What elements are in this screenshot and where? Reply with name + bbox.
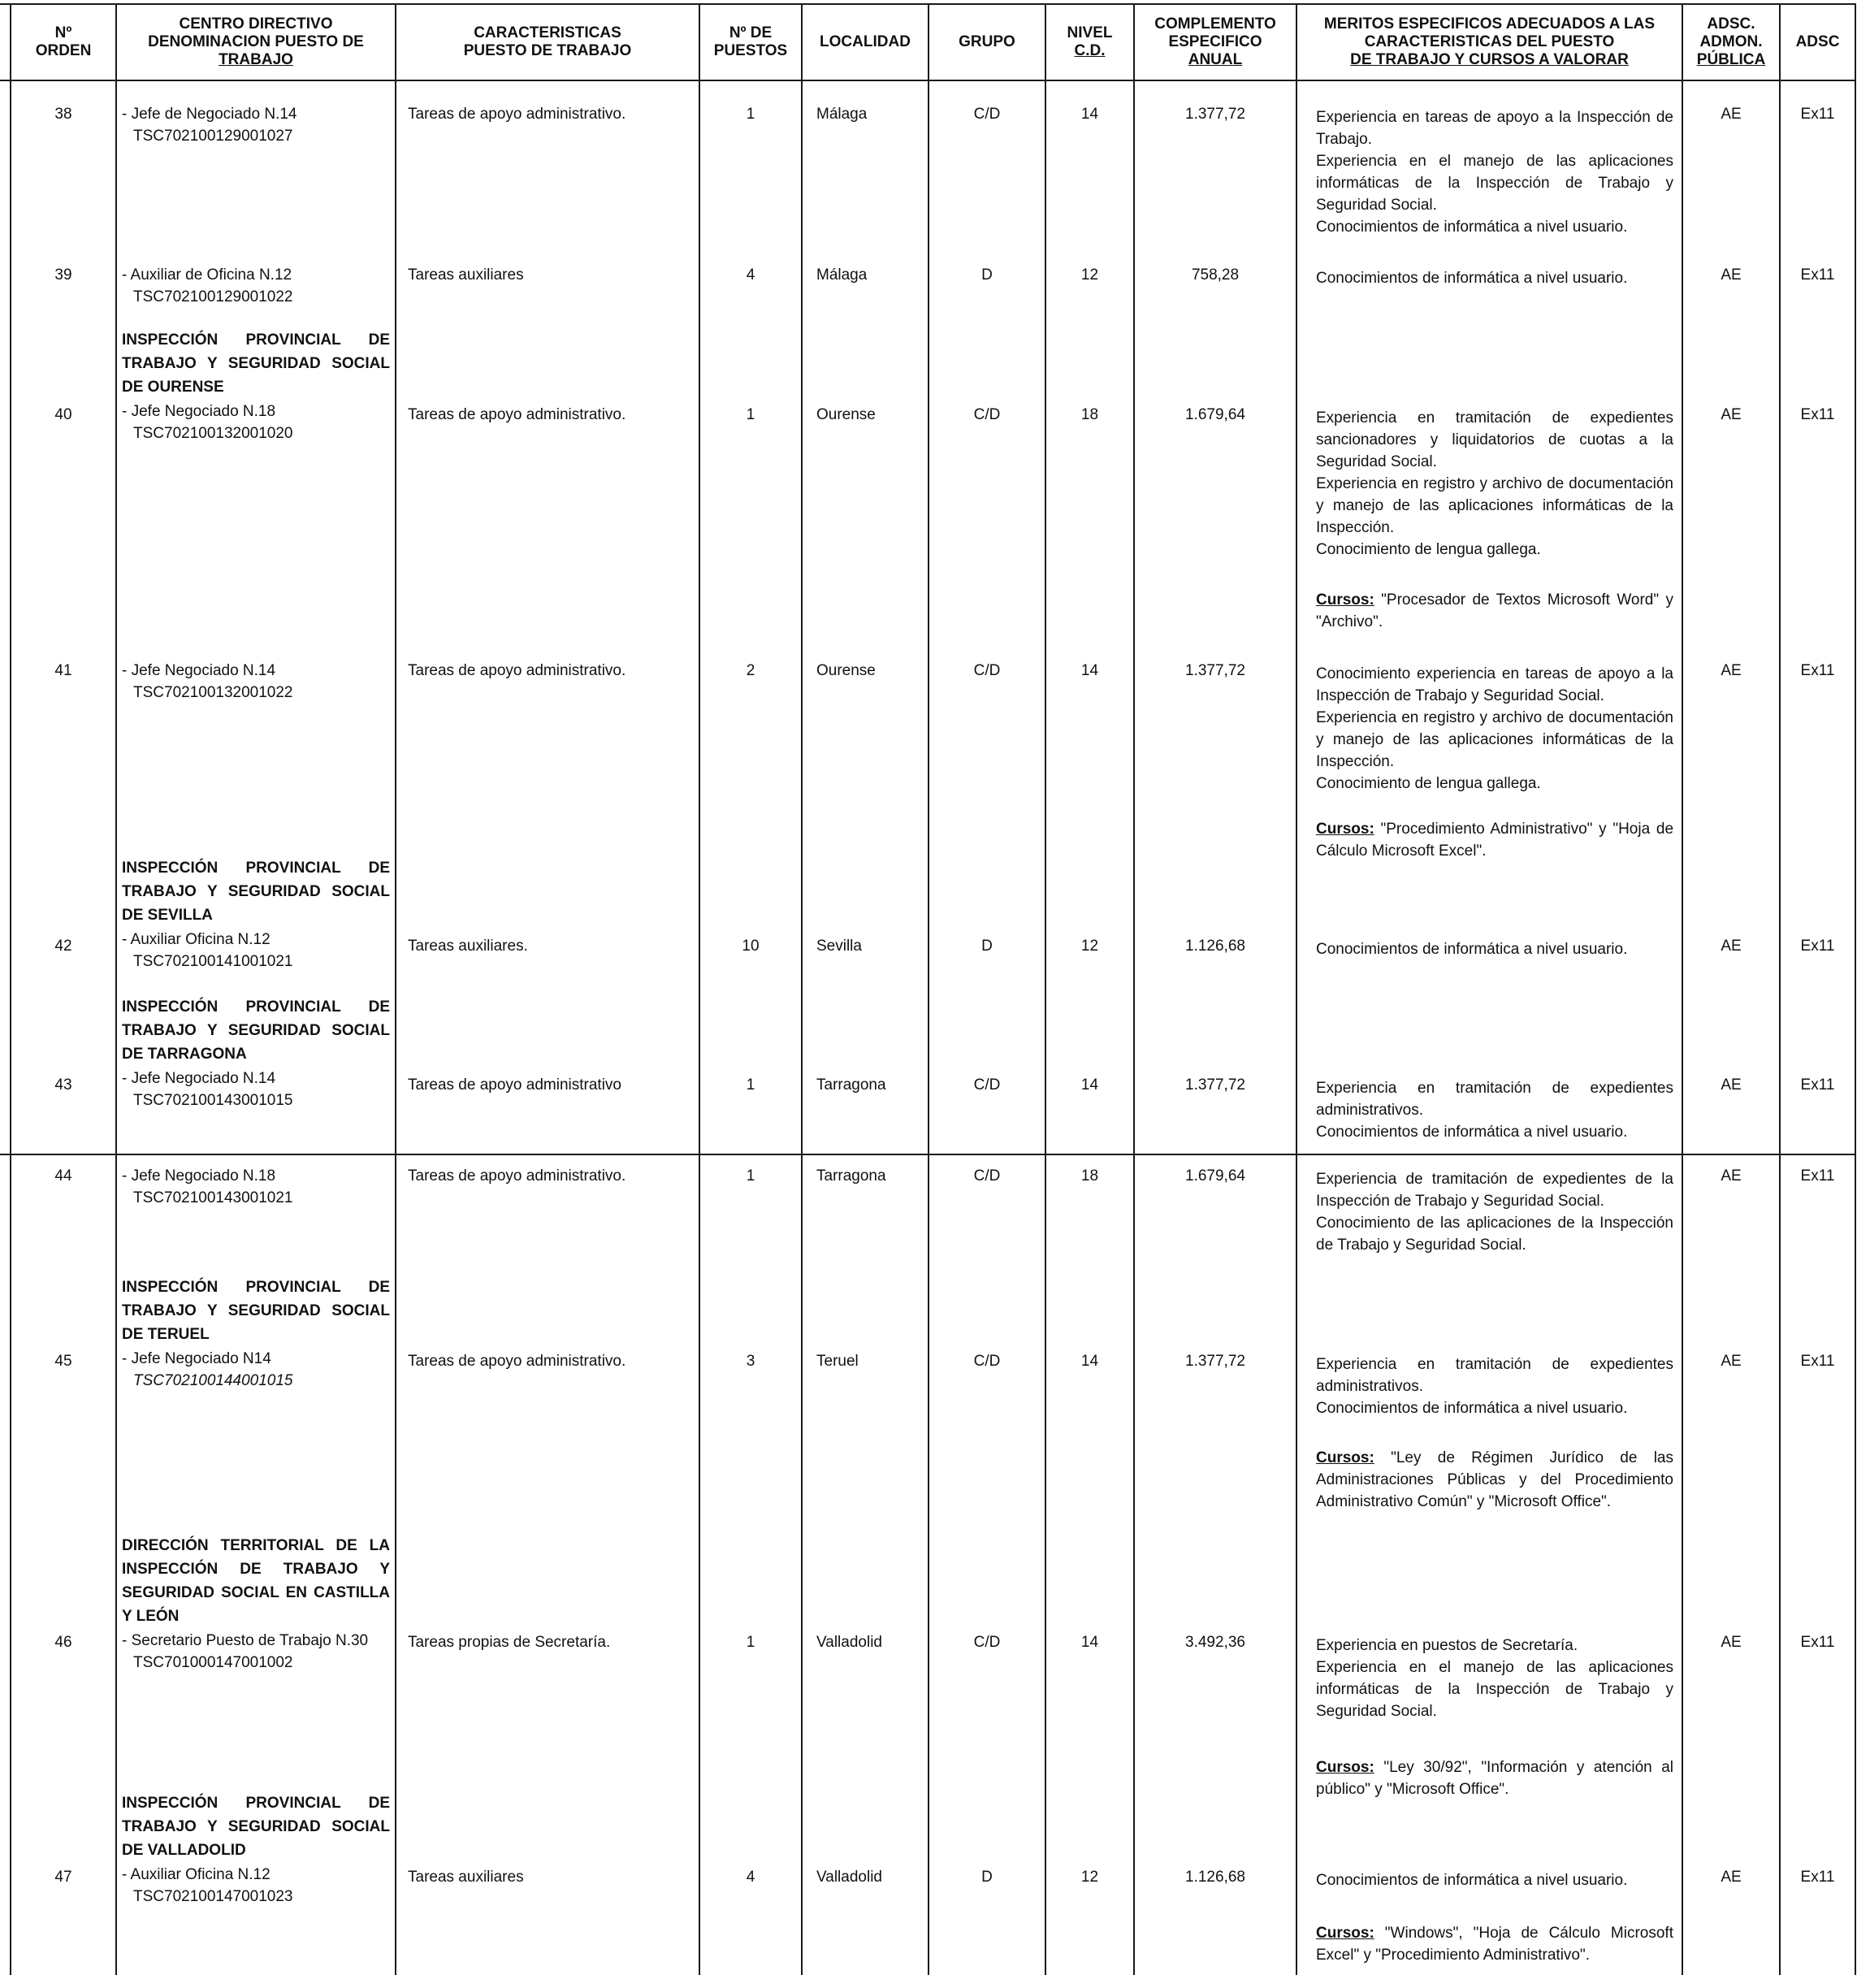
- cell-puestos: 3: [746, 1353, 755, 1370]
- header-centro-line2: DENOMINACION PUESTO DE: [148, 33, 364, 50]
- cursos-paragraph: [1316, 1922, 1673, 1966]
- header-localidad-text: LOCALIDAD: [820, 33, 911, 50]
- puesto-code: TSC702100144001015: [133, 1372, 293, 1389]
- table-border-right: [1855, 5, 1856, 1975]
- cell-adsc-admon: AE: [1721, 1634, 1742, 1651]
- merito-item: Experiencia en puestos de Secretaría.: [1316, 1637, 1578, 1654]
- header-meritos-line3: DE TRABAJO Y CURSOS A VALORAR: [1350, 51, 1629, 68]
- puesto-name: - Jefe Negociado N.14: [122, 1070, 276, 1087]
- cell-meritos: [1316, 1353, 1673, 1419]
- merito-item: Conocimientos de informática a nivel usuario.: [1316, 1872, 1628, 1889]
- table-border-left: [10, 5, 11, 1975]
- cell-adsc: Ex11: [1800, 106, 1835, 123]
- cell-puestos: 2: [746, 662, 755, 679]
- puesto-code: TSC702100143001015: [133, 1092, 293, 1109]
- header-orden: [11, 8, 115, 76]
- puesto-code: TSC702100141001021: [133, 953, 293, 970]
- column-separator: [928, 5, 929, 1975]
- cell-puestos: 4: [746, 1869, 755, 1886]
- cell-orden: 47: [54, 1869, 72, 1886]
- puesto-code: TSC702100129001022: [133, 288, 293, 305]
- header-nivel-line2: C.D.: [1074, 42, 1106, 59]
- cell-puesto-block: [122, 1276, 390, 1392]
- cell-puestos: 1: [746, 1634, 755, 1651]
- header-orden-line1: Nº: [54, 24, 72, 41]
- cell-meritos: [1316, 106, 1673, 238]
- header-nivel: [1046, 8, 1133, 76]
- cell-cursos: [1316, 1756, 1673, 1800]
- cell-complemento: 1.126,68: [1185, 938, 1245, 955]
- cell-caracteristicas: Tareas de apoyo administrativo.: [408, 662, 626, 679]
- cursos-text: "Windows", "Hoja de Cálculo Microsoft Excel" y "Procedimiento Administrativo".: [1316, 1925, 1673, 1964]
- cell-caracteristicas: Tareas de apoyo administrativo.: [408, 406, 626, 423]
- cursos-text: "Ley 30/92", "Información y atención al público" y "Microsoft Office".: [1316, 1759, 1674, 1798]
- column-separator: [801, 5, 803, 1975]
- cell-orden: 41: [54, 662, 72, 679]
- header-centro-line3: TRABAJO: [219, 51, 293, 68]
- puesto-name: - Auxiliar de Oficina N.12: [122, 266, 292, 284]
- cell-orden: 44: [54, 1167, 72, 1185]
- cell-cursos: [1316, 1922, 1673, 1966]
- cell-localidad: Ourense: [816, 406, 876, 423]
- cell-caracteristicas: Tareas auxiliares.: [408, 938, 528, 955]
- merito-item: Experiencia en tramitación de expedientes administrativos.: [1316, 1356, 1673, 1395]
- column-separator: [1296, 5, 1297, 1975]
- header-puestos-line2: PUESTOS: [713, 42, 788, 59]
- cell-nivel: 14: [1080, 1076, 1099, 1094]
- merito-item: Conocimiento de lengua gallega.: [1316, 541, 1541, 558]
- cell-adsc-admon: AE: [1721, 1869, 1742, 1886]
- cell-orden: 45: [54, 1353, 72, 1370]
- cell-puesto-block: [122, 328, 390, 444]
- cell-puestos: 1: [746, 1076, 755, 1094]
- column-separator: [1045, 5, 1046, 1975]
- cell-localidad: Ourense: [816, 662, 876, 679]
- merito-item: Experiencia en tramitación de expedientes administrativos.: [1316, 1080, 1673, 1119]
- merito-item: Experiencia en el manejo de las aplicaciones informáticas de la Inspección de Trabajo y Seguridad Social.: [1316, 1659, 1673, 1720]
- cell-meritos: [1316, 407, 1673, 561]
- header-centro-line1: CENTRO DIRECTIVO: [179, 15, 333, 32]
- cell-caracteristicas: Tareas de apoyo administrativo.: [408, 1167, 626, 1185]
- cell-meritos: [1316, 938, 1673, 960]
- merito-item: Experiencia de tramitación de expedientes de la Inspección de Trabajo y Seguridad Social.: [1316, 1171, 1673, 1210]
- cell-meritos: [1316, 663, 1673, 795]
- cell-adsc-admon: AE: [1721, 406, 1742, 423]
- cell-localidad: Sevilla: [816, 938, 862, 955]
- cursos-label: Cursos:: [1316, 1759, 1374, 1776]
- office-name: INSPECCIÓN PROVINCIAL DE TRABAJO Y SEGURIDAD SOCIAL DE OURENSE: [122, 331, 390, 396]
- cell-complemento: 1.377,72: [1185, 662, 1245, 679]
- merito-item: Conocimiento de lengua gallega.: [1316, 775, 1541, 792]
- header-adsc-admon-line2: ADMON.: [1699, 33, 1763, 50]
- cell-localidad: Málaga: [816, 266, 868, 284]
- cell-puestos: 4: [746, 266, 755, 284]
- cell-orden: 39: [54, 266, 72, 284]
- puesto-code: TSC702100132001020: [133, 425, 293, 442]
- cell-adsc-admon: AE: [1721, 266, 1742, 284]
- cell-complemento: 1.126,68: [1185, 1869, 1245, 1886]
- cell-adsc-admon: AE: [1721, 1076, 1742, 1094]
- office-name: INSPECCIÓN PROVINCIAL DE TRABAJO Y SEGURIDAD SOCIAL DE TERUEL: [122, 1279, 390, 1343]
- merito-item: Conocimiento experiencia en tareas de apoyo a la Inspección de Trabajo y Seguridad Social.: [1316, 665, 1673, 704]
- column-separator: [1133, 5, 1135, 1975]
- cell-caracteristicas: Tareas de apoyo administrativo.: [408, 1353, 626, 1370]
- cell-caracteristicas: Tareas de apoyo administrativo: [408, 1076, 621, 1094]
- merito-item: Experiencia en tareas de apoyo a la Inspección de Trabajo.: [1316, 109, 1673, 148]
- header-bottom-rule: [0, 80, 1856, 81]
- cell-adsc: Ex11: [1800, 406, 1835, 423]
- cell-caracteristicas: Tareas propias de Secretaría.: [408, 1634, 611, 1651]
- cursos-paragraph: [1316, 818, 1673, 862]
- cell-nivel: 12: [1080, 1869, 1099, 1886]
- cell-nivel: 14: [1080, 1634, 1099, 1651]
- puesto-code: TSC702100143001021: [133, 1189, 293, 1206]
- cell-puesto-block: [122, 1534, 390, 1674]
- cell-adsc-admon: AE: [1721, 1353, 1742, 1370]
- cell-nivel: 14: [1080, 106, 1099, 123]
- cell-meritos: [1316, 1077, 1673, 1143]
- cursos-label: Cursos:: [1316, 591, 1374, 609]
- puesto-name: - Secretario Puesto de Trabajo N.30: [122, 1632, 369, 1649]
- cell-adsc-admon: AE: [1721, 662, 1742, 679]
- cell-meritos: [1316, 267, 1673, 289]
- header-adsc: [1781, 8, 1855, 76]
- cell-cursos: [1316, 1447, 1673, 1513]
- cell-puesto-block: [122, 995, 390, 1111]
- header-puestos: [700, 8, 801, 76]
- puesto-name: - Jefe Negociado N14: [122, 1350, 271, 1367]
- merito-item: Experiencia en el manejo de las aplicaciones informáticas de la Inspección de Trabajo y Seguridad Social.: [1316, 153, 1673, 214]
- column-separator: [115, 5, 117, 1975]
- header-caracteristicas: [396, 8, 699, 76]
- cell-orden: 40: [54, 406, 72, 423]
- cell-adsc: Ex11: [1800, 1076, 1835, 1094]
- cell-grupo: C/D: [973, 1076, 1001, 1094]
- office-name: INSPECCIÓN PROVINCIAL DE TRABAJO Y SEGURIDAD SOCIAL DE SEVILLA: [122, 860, 390, 924]
- puesto-code: TSC702100129001027: [133, 128, 293, 145]
- cell-puesto-block: [122, 1791, 390, 1908]
- cursos-label: Cursos:: [1316, 1925, 1374, 1942]
- cell-grupo: C/D: [973, 1634, 1001, 1651]
- cell-caracteristicas: Tareas auxiliares: [408, 266, 524, 284]
- cell-nivel: 18: [1080, 406, 1099, 423]
- cell-complemento: 1.377,72: [1185, 1076, 1245, 1094]
- office-name: INSPECCIÓN PROVINCIAL DE TRABAJO Y SEGURIDAD SOCIAL DE TARRAGONA: [122, 998, 390, 1063]
- row-separator: [0, 1154, 1856, 1155]
- cell-puesto-block: [122, 660, 390, 704]
- cell-grupo: C/D: [973, 406, 1001, 423]
- cell-meritos: [1316, 1869, 1673, 1891]
- cell-complemento: 1.377,72: [1185, 106, 1245, 123]
- puesto-name: - Jefe de Negociado N.14: [122, 106, 297, 123]
- cell-caracteristicas: Tareas auxiliares: [408, 1869, 524, 1886]
- header-localidad: [803, 8, 928, 76]
- cell-adsc: Ex11: [1800, 266, 1835, 284]
- cursos-paragraph: [1316, 1756, 1673, 1800]
- cell-puesto-block: [122, 103, 390, 147]
- cell-orden: 42: [54, 938, 72, 955]
- cell-adsc-admon: AE: [1721, 938, 1742, 955]
- cell-localidad: Tarragona: [816, 1076, 886, 1094]
- cell-orden: 46: [54, 1634, 72, 1651]
- merito-item: Experiencia en tramitación de expedientes sancionadores y liquidatorios de cuotas a la Seguridad Social.: [1316, 409, 1673, 470]
- puesto-code: TSC702100147001023: [133, 1888, 293, 1905]
- cell-meritos: [1316, 1168, 1673, 1256]
- cell-adsc: Ex11: [1800, 662, 1835, 679]
- header-grupo-text: GRUPO: [959, 33, 1015, 50]
- cell-localidad: Valladolid: [816, 1634, 882, 1651]
- cell-complemento: 1.679,64: [1185, 1167, 1245, 1185]
- header-complemento: [1135, 8, 1296, 76]
- cell-localidad: Tarragona: [816, 1167, 886, 1185]
- puesto-code: TSC701000147001002: [133, 1654, 293, 1671]
- cell-grupo: C/D: [973, 106, 1001, 123]
- cell-nivel: 14: [1080, 1353, 1099, 1370]
- cell-complemento: 758,28: [1191, 266, 1240, 284]
- column-separator: [1682, 5, 1683, 1975]
- merito-item: Conocimientos de informática a nivel usuario.: [1316, 941, 1628, 958]
- merito-item: Experiencia en registro y archivo de documentación y manejo de las aplicaciones informáticas de la Inspección.: [1316, 475, 1673, 536]
- cell-puestos: 1: [746, 106, 755, 123]
- header-centro: [117, 8, 395, 76]
- header-grupo: [929, 8, 1045, 76]
- header-adsc-text: ADSC: [1795, 33, 1840, 50]
- cell-puestos: 1: [746, 406, 755, 423]
- header-orden-line2: ORDEN: [35, 42, 92, 59]
- puesto-name: - Auxiliar Oficina N.12: [122, 1866, 271, 1883]
- header-complemento-line3: ANUAL: [1188, 51, 1243, 68]
- cell-puesto-block: [122, 264, 390, 308]
- header-meritos: [1297, 8, 1682, 76]
- cell-cursos: [1316, 818, 1673, 862]
- cursos-label: Cursos:: [1316, 821, 1374, 838]
- cursos-label: Cursos:: [1316, 1449, 1374, 1466]
- cursos-paragraph: [1316, 589, 1673, 633]
- office-name: INSPECCIÓN PROVINCIAL DE TRABAJO Y SEGURIDAD SOCIAL DE VALLADOLID: [122, 1795, 390, 1859]
- cell-adsc-admon: AE: [1721, 1167, 1742, 1185]
- cell-adsc: Ex11: [1800, 1869, 1835, 1886]
- header-complemento-line2: ESPECIFICO: [1168, 33, 1262, 50]
- cell-adsc: Ex11: [1800, 1634, 1835, 1651]
- column-separator: [395, 5, 396, 1975]
- puesto-name: - Jefe Negociado N.18: [122, 1167, 276, 1185]
- cell-adsc: Ex11: [1800, 1353, 1835, 1370]
- merito-item: Conocimientos de informática a nivel usuario.: [1316, 219, 1628, 236]
- header-caracteristicas-line2: PUESTO DE TRABAJO: [463, 42, 632, 59]
- puesto-name: - Jefe Negociado N.14: [122, 662, 276, 679]
- cell-orden: 38: [54, 106, 72, 123]
- cell-adsc: Ex11: [1800, 938, 1835, 955]
- merito-item: Experiencia en registro y archivo de documentación y manejo de las aplicaciones informáticas de la Inspección.: [1316, 709, 1673, 770]
- puesto-name: - Jefe Negociado N.18: [122, 403, 276, 420]
- cell-orden: 43: [54, 1076, 72, 1094]
- cursos-paragraph: [1316, 1447, 1673, 1513]
- header-adsc-admon-line1: ADSC.: [1707, 15, 1755, 32]
- cell-localidad: Málaga: [816, 106, 868, 123]
- cell-grupo: D: [981, 266, 993, 284]
- cell-localidad: Valladolid: [816, 1869, 882, 1886]
- puesto-name: - Auxiliar Oficina N.12: [122, 931, 271, 948]
- cell-adsc-admon: AE: [1721, 106, 1742, 123]
- column-separator: [699, 5, 700, 1975]
- cell-adsc: Ex11: [1800, 1167, 1835, 1185]
- header-complemento-line1: COMPLEMENTO: [1154, 15, 1276, 32]
- cell-nivel: 18: [1080, 1167, 1099, 1185]
- cell-localidad: Teruel: [816, 1353, 859, 1370]
- cell-puesto-block: [122, 1165, 390, 1209]
- column-separator: [1779, 5, 1781, 1975]
- cell-grupo: C/D: [973, 1353, 1001, 1370]
- cursos-text: "Procesador de Textos Microsoft Word" y "Archivo".: [1316, 591, 1673, 630]
- merito-item: Conocimientos de informática a nivel usuario.: [1316, 270, 1628, 287]
- header-meritos-line1: MERITOS ESPECIFICOS ADECUADOS A LAS: [1323, 15, 1656, 32]
- cursos-text: "Procedimiento Administrativo" y "Hoja de Cálculo Microsoft Excel".: [1316, 821, 1674, 860]
- merito-item: Conocimiento de las aplicaciones de la Inspección de Trabajo y Seguridad Social.: [1316, 1215, 1673, 1254]
- cell-cursos: [1316, 589, 1673, 633]
- header-caracteristicas-line1: CARACTERISTICAS: [474, 24, 621, 41]
- cell-caracteristicas: Tareas de apoyo administrativo.: [408, 106, 626, 123]
- cell-complemento: 1.377,72: [1185, 1353, 1245, 1370]
- cursos-text: "Ley de Régimen Jurídico de las Administraciones Públicas y del Procedimiento Administrativo Común" y "Microsoft Office".: [1316, 1449, 1673, 1510]
- cell-puesto-block: [122, 856, 390, 972]
- merito-item: Conocimientos de informática a nivel usuario.: [1316, 1400, 1628, 1417]
- cell-grupo: D: [981, 938, 993, 955]
- cell-puestos: 10: [742, 938, 760, 955]
- cell-nivel: 12: [1080, 938, 1099, 955]
- merito-item: Conocimientos de informática a nivel usuario.: [1316, 1124, 1628, 1141]
- cell-grupo: D: [981, 1869, 993, 1886]
- header-adsc-admon-line3: PÚBLICA: [1696, 51, 1766, 68]
- header-nivel-line1: NIVEL: [1067, 24, 1113, 41]
- cell-meritos: [1316, 1635, 1673, 1722]
- cell-puestos: 1: [746, 1167, 755, 1185]
- cell-nivel: 12: [1080, 266, 1099, 284]
- header-meritos-line2: CARACTERISTICAS DEL PUESTO: [1364, 33, 1615, 50]
- puesto-code: TSC702100132001022: [133, 684, 293, 701]
- header-adsc-admon: [1683, 8, 1779, 76]
- cell-grupo: C/D: [973, 1167, 1001, 1185]
- cell-grupo: C/D: [973, 662, 1001, 679]
- cell-nivel: 14: [1080, 662, 1099, 679]
- cell-complemento: 1.679,64: [1185, 406, 1245, 423]
- office-name: DIRECCIÓN TERRITORIAL DE LA INSPECCIÓN DE TRABAJO Y SEGURIDAD SOCIAL EN CASTILLA Y LEÓN: [122, 1537, 390, 1625]
- header-puestos-line1: Nº DE: [729, 24, 773, 41]
- header-top-rule: [0, 3, 1856, 5]
- cell-complemento: 3.492,36: [1185, 1634, 1245, 1651]
